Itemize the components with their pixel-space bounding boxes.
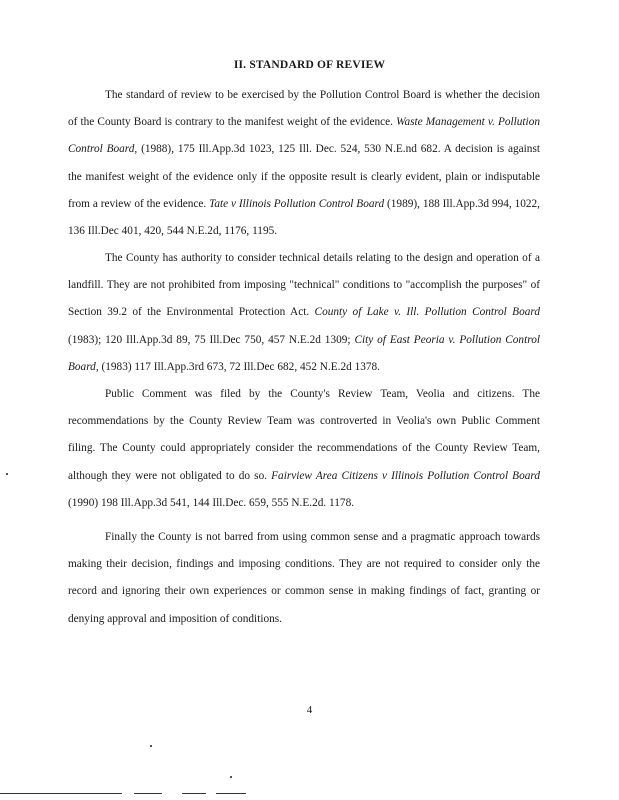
scan-line: [0, 793, 122, 794]
case-citation: City of East Peoria v. Pollution Control Board,: [68, 333, 540, 373]
text-segment: The standard of review to be exercised by the Pollution Control Board is whether the decision of the County Board is contrary to the manifest weight of the evidence.: [68, 89, 540, 129]
scan-line: [182, 793, 206, 794]
case-citation: County of Lake v. Ill. Pollution Control Board: [314, 306, 540, 319]
case-citation: Tate v Illinois Pollution Control Board: [209, 197, 385, 210]
text-segment: (1983) 117 Ill.App.3rd 673, 72 Ill.Dec 682, 452 N.E.2d 1378.: [98, 360, 380, 373]
text-segment: (1989), 188 Ill.App.3d 994, 1022, 136 Ill.Dec 401, 420, 544 N.E.2d, 1176, 1195.: [68, 197, 540, 238]
case-citation: Waste Management v. Pollution Control Board,: [68, 116, 540, 156]
paragraph-common-sense: [68, 524, 540, 633]
section-heading: II. STANDARD OF REVIEW: [233, 59, 386, 71]
scan-line: [216, 793, 246, 794]
text-segment: (1988), 175 Ill.App.3d 1023, 125 Ill. Dec. 524, 530 N.E.nd 682. A decision is against the manifest weight of the evidence only if the opposite result is clearly evident, plain or indisputable from a review of the evidence.: [68, 143, 540, 210]
text-segment: Finally the County is not barred from using common sense and a pragmatic approach towards making their decision, findings and imposing conditions. They are not required to consider only the record and ignoring their own experiences or common sense in making findings of fact, granting or denying approval and imposition of conditions.: [68, 531, 540, 625]
scan-speck: [150, 745, 152, 747]
text-segment: Public Comment was filed by the County's Review Team, Veolia and citizens. The recommendations by the County Review Team was controverted in Veolia's own Public Comment filing. The County could appropriately consider the recommendations of the County Review Team, although they were not obligated to do so.: [68, 388, 540, 482]
paragraph-standard-of-review: [68, 82, 540, 245]
text-segment: The County has authority to consider technical details relating to the design and operation of a landfill. They are not prohibited from imposing "technical" conditions to "accomplish the purposes" of Section 39.2 of the Environmental Protection Act.: [68, 252, 540, 319]
paragraph-county-authority: [68, 245, 540, 381]
text-segment: (1990) 198 Ill.App.3d 541, 144 Ill.Dec. 659, 555 N.E.2d. 1178.: [68, 496, 355, 509]
text-segment: (1983); 120 Ill.App.3d 89, 75 Ill.Dec 750, 457 N.E.2d 1309;: [68, 333, 355, 346]
page-number: 4: [306, 704, 313, 716]
paragraph-public-comment: [68, 381, 540, 517]
scan-speck: [6, 473, 8, 475]
scan-line: [134, 793, 162, 794]
scan-speck: [230, 776, 232, 778]
case-citation: Fairview Area Citizens v Illinois Pollution Control Board: [271, 469, 541, 482]
